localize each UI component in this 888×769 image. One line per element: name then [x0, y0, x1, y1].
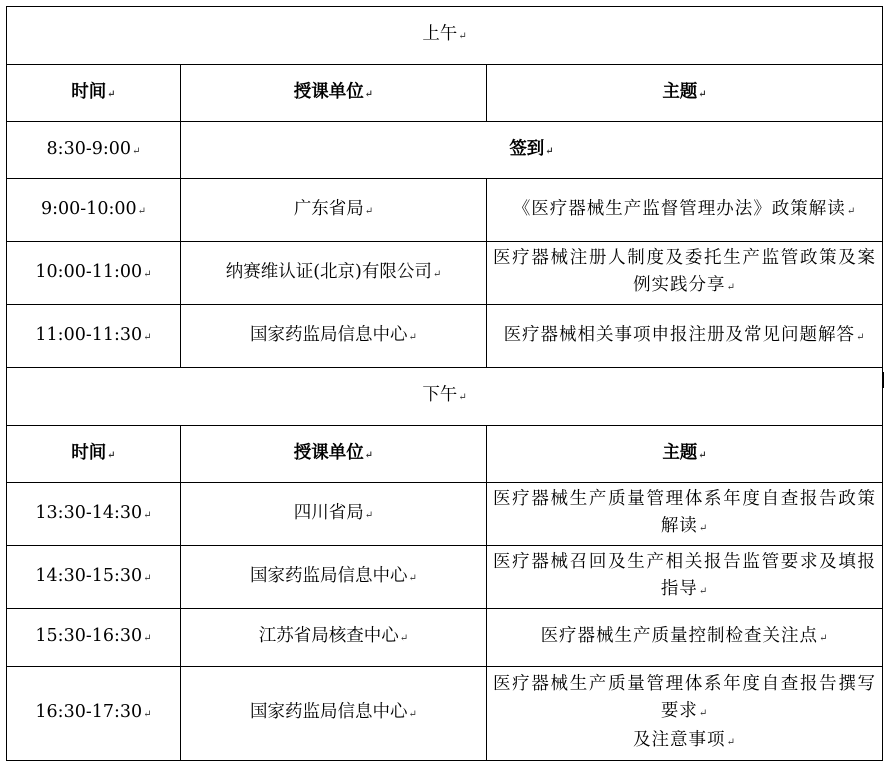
paragraph-mark-icon: ↵ — [107, 88, 116, 100]
table-row — [7, 483, 883, 546]
morning-title-cell — [7, 7, 883, 65]
row-topic-cell — [487, 667, 883, 761]
header-unit: 授课单位 — [293, 442, 364, 463]
paragraph-mark-icon: ↵ — [143, 709, 152, 720]
table-row — [7, 546, 883, 609]
paragraph-mark-icon: ↵ — [698, 586, 709, 597]
row-topic: 医疗器械注册人制度及委托生产监管政策及案例实践分享 — [493, 248, 877, 295]
paragraph-mark-icon: ↵ — [726, 737, 736, 748]
row-time: 15:30-16:30 — [35, 626, 143, 646]
paragraph-mark-icon: ↵ — [698, 708, 709, 719]
row-topic-cell — [487, 242, 883, 305]
signin-row — [7, 122, 883, 179]
afternoon-section-row — [7, 368, 883, 426]
paragraph-mark-icon: ↵ — [408, 572, 417, 584]
table-row — [7, 667, 883, 761]
row-time-cell — [7, 242, 181, 305]
text-cursor — [883, 372, 884, 388]
paragraph-mark-icon: ↵ — [698, 88, 707, 100]
table-row — [7, 305, 883, 368]
afternoon-title-cell — [7, 368, 883, 426]
paragraph-mark-icon: ↵ — [143, 331, 152, 343]
header-topic-cell — [487, 426, 883, 483]
afternoon-title: 下午 — [422, 385, 458, 405]
row-topic-cell — [487, 546, 883, 609]
row-time-cell — [7, 179, 181, 242]
row-time: 11:00-11:30 — [35, 324, 143, 345]
paragraph-mark-icon: ↵ — [819, 633, 829, 644]
row-topic-cell — [487, 609, 883, 667]
schedule-table — [6, 6, 883, 761]
row-unit-cell — [181, 483, 487, 546]
row-time-cell — [7, 305, 181, 368]
row-unit: 江苏省局核查中心 — [258, 626, 399, 646]
paragraph-mark-icon: ↵ — [545, 145, 554, 157]
row-unit: 国家药监局信息中心 — [250, 324, 408, 345]
row-time-cell — [7, 667, 181, 761]
header-time-cell — [7, 426, 181, 483]
row-unit-cell — [181, 609, 487, 667]
paragraph-mark-icon: ↵ — [364, 449, 374, 461]
row-unit-cell — [181, 546, 487, 609]
morning-header-row — [7, 65, 883, 122]
header-time: 时间 — [71, 442, 107, 463]
paragraph-mark-icon: ↵ — [698, 523, 709, 534]
morning-section-row — [7, 7, 883, 65]
row-topic: 医疗器械相关事项申报注册及常见问题解答 — [503, 324, 856, 345]
signin-label: 签到 — [509, 138, 545, 159]
row-unit-cell — [181, 305, 487, 368]
paragraph-mark-icon: ↵ — [408, 709, 417, 720]
row-unit: 广东省局 — [293, 198, 364, 219]
row-time: 10:00-11:00 — [35, 261, 143, 282]
row-topic: 医疗器械生产质量控制检查关注点 — [540, 626, 819, 646]
paragraph-mark-icon: ↵ — [432, 268, 442, 280]
row-unit-cell — [181, 667, 487, 761]
signin-time-cell — [7, 122, 181, 179]
row-unit: 四川省局 — [293, 502, 364, 523]
paragraph-mark-icon: ↵ — [856, 331, 866, 343]
row-topic: 《医疗器械生产监督管理办法》政策解读 — [512, 198, 846, 219]
row-time: 13:30-14:30 — [35, 502, 143, 523]
row-topic-cell — [487, 483, 883, 546]
paragraph-mark-icon: ↵ — [137, 205, 147, 217]
header-unit-cell — [181, 426, 487, 483]
paragraph-mark-icon: ↵ — [726, 282, 736, 293]
paragraph-mark-icon: ↵ — [458, 392, 467, 403]
row-time: 14:30-15:30 — [35, 565, 143, 586]
row-topic: 医疗器械生产质量管理体系年度自查报告撰写要求 — [493, 674, 877, 721]
signin-time: 8:30-9:00 — [46, 138, 132, 159]
row-time: 9:00-10:00 — [40, 198, 137, 219]
table-row — [7, 242, 883, 305]
paragraph-mark-icon: ↵ — [143, 509, 152, 521]
row-topic: 医疗器械生产质量管理体系年度自查报告政策解读 — [493, 489, 877, 536]
row-time-cell — [7, 609, 181, 667]
paragraph-mark-icon: ↵ — [698, 449, 707, 461]
row-topic-continued: 及注意事项 — [633, 730, 726, 750]
row-unit: 国家药监局信息中心 — [250, 565, 408, 586]
header-topic: 主题 — [662, 442, 698, 463]
paragraph-mark-icon: ↵ — [364, 88, 374, 100]
header-time: 时间 — [71, 81, 107, 102]
morning-title: 上午 — [422, 24, 458, 44]
paragraph-mark-icon: ↵ — [107, 449, 116, 461]
row-time-cell — [7, 546, 181, 609]
row-topic: 医疗器械召回及生产相关报告监管要求及填报指导 — [493, 552, 877, 599]
header-unit: 授课单位 — [293, 81, 364, 102]
table-row — [7, 609, 883, 667]
header-topic: 主题 — [662, 81, 698, 102]
row-unit: 纳赛维认证(北京)有限公司 — [225, 261, 432, 282]
row-unit-cell — [181, 242, 487, 305]
header-unit-cell — [181, 65, 487, 122]
row-time-cell — [7, 483, 181, 546]
table-row — [7, 179, 883, 242]
row-time: 16:30-17:30 — [35, 702, 143, 722]
paragraph-mark-icon: ↵ — [143, 268, 152, 280]
paragraph-mark-icon: ↵ — [132, 145, 141, 157]
row-unit: 国家药监局信息中心 — [250, 702, 408, 722]
paragraph-mark-icon: ↵ — [458, 31, 467, 42]
paragraph-mark-icon: ↵ — [143, 572, 152, 584]
paragraph-mark-icon: ↵ — [364, 509, 374, 521]
paragraph-mark-icon: ↵ — [364, 205, 374, 217]
paragraph-mark-icon: ↵ — [408, 331, 417, 343]
row-topic-cell — [487, 179, 883, 242]
paragraph-mark-icon: ↵ — [399, 633, 409, 644]
row-unit-cell — [181, 179, 487, 242]
signin-label-cell — [181, 122, 883, 179]
afternoon-header-row — [7, 426, 883, 483]
paragraph-mark-icon: ↵ — [846, 205, 857, 217]
header-time-cell — [7, 65, 181, 122]
row-topic-cell — [487, 305, 883, 368]
header-topic-cell — [487, 65, 883, 122]
paragraph-mark-icon: ↵ — [143, 633, 152, 644]
